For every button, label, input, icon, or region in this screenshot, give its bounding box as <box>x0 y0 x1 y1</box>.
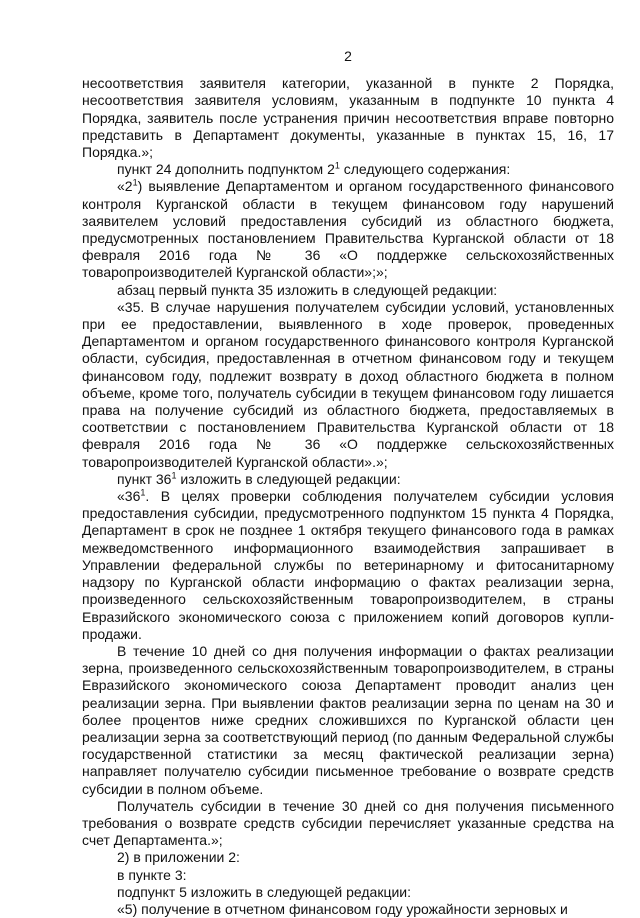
paragraph-p2 <box>82 161 614 178</box>
paragraph-p3 <box>82 178 614 281</box>
text-run: «5) получение в отчетном финансовом году урожайности зерновых и <box>117 900 568 917</box>
text-run: следующего содержания: <box>339 161 511 178</box>
paragraph-p13 <box>82 901 614 918</box>
text-run: несоответствия заявителя категории, указанной в пункте 2 Порядка, несоответствия заявителя условиям, указанным в подпункте 10 пункта 4 Порядка, заявитель после устранения причин несоответствия вправе повторно представить в Департамент документы, указанные в пунктах 15, 16, 17 Порядка.»; <box>82 75 614 161</box>
text-run: пункт 36 <box>117 470 172 487</box>
text-run: . В целях проверки соблюдения получателем субсидии условия предоставления субсидии, предусмотренного подпунктом 15 пункта 4 Порядка, Департамент в срок не позднее 1 октября текущего финансового года в рамках межведомственного информационного взаимодействия запрашивает в Управлении федеральной службы по ветеринарному и фитосанитарному надзору по Курганской области информацию о фактах реализации зерна, произведенного сельскохозяйственным товаропроизводителем, в страны Евразийского экономического союза с приложением копий договоров купли-продажи. <box>82 488 614 642</box>
paragraph-p9 <box>82 798 614 850</box>
page-number: 2 <box>344 48 352 64</box>
superscript: 1 <box>132 177 138 188</box>
text-run: изложить в следующей редакции: <box>176 470 401 487</box>
text-run: ) выявление Департаментом и органом государственного финансового контроля Курганской области в текущем финансовом году нарушений заявителем условий предоставления субсидий из областного бюджета, предусмотренных постановлением Правительства Курганской области от 18 февраля 2016 года № 36 «О поддержке сельскохозяйственных товаропроизводителей Курганской области»;»; <box>82 178 614 281</box>
text-run: пункт 24 дополнить подпунктом 2 <box>117 161 335 178</box>
paragraph-p8 <box>82 643 614 798</box>
paragraph-p12 <box>82 884 614 901</box>
superscript: 1 <box>171 470 177 481</box>
paragraph-p1 <box>82 75 614 161</box>
text-run: в пункте 3: <box>117 866 187 883</box>
text-run: «36 <box>117 488 141 505</box>
text-run: «2 <box>117 178 133 195</box>
text-run: Получатель субсидии в течение 30 дней со дня получения письменного требования о возврате средств субсидии перечисляет указанные средства на счет Департамента.»; <box>82 797 614 849</box>
text-run: В течение 10 дней со дня получения информации о фактах реализации зерна, произведенного сельскохозяйственным товаропроизводителем, в страны Евразийского экономического союза Департамент проводит анализ цен реализации зерна. При выявлении фактов реализации зерна по ценам на 30 и более процентов ниже средних сложившихся по Курганской области цен реализации зерна за соответствующий период (по данным Федеральной службы государственной статистики за месяц фактической реализации зерна) направляет получателю субсидии письменное требование о возврате средств субсидии в полном объеме. <box>82 642 614 797</box>
paragraph-p7 <box>82 488 614 643</box>
text-run: абзац первый пункта 35 изложить в следующей редакции: <box>117 281 498 298</box>
text-run: «35. В случае нарушения получателем субсидии условий, установленных при ее предоставлении, выявленного в ходе проверок, проведенных Департаментом и органом государственного финансового контроля Курганской области, субсидия, предоставленная в отчетном финансовом году и текущем финансовом году, подлежит возврату в доход областного бюджета в полном объеме, кроме того, получатель субсидии в текущем финансовом году лишается права на получение субсидий из областного бюджета, предоставляемых в соответствии с постановлением Правительства Курганской области от 18 февраля 2016 года № 36 «О поддержке сельскохозяйственных товаропроизводителей Курганской области».»; <box>82 298 614 470</box>
paragraph-p6 <box>82 471 614 488</box>
document-body <box>82 75 614 918</box>
superscript: 1 <box>334 160 340 171</box>
paragraph-p4 <box>82 282 614 299</box>
text-run: подпункт 5 изложить в следующей редакции: <box>117 883 412 900</box>
text-run: 2) в приложении 2: <box>117 849 240 866</box>
paragraph-p10 <box>82 849 614 866</box>
paragraph-p5 <box>82 299 614 471</box>
superscript: 1 <box>140 487 146 498</box>
paragraph-p11 <box>82 867 614 884</box>
